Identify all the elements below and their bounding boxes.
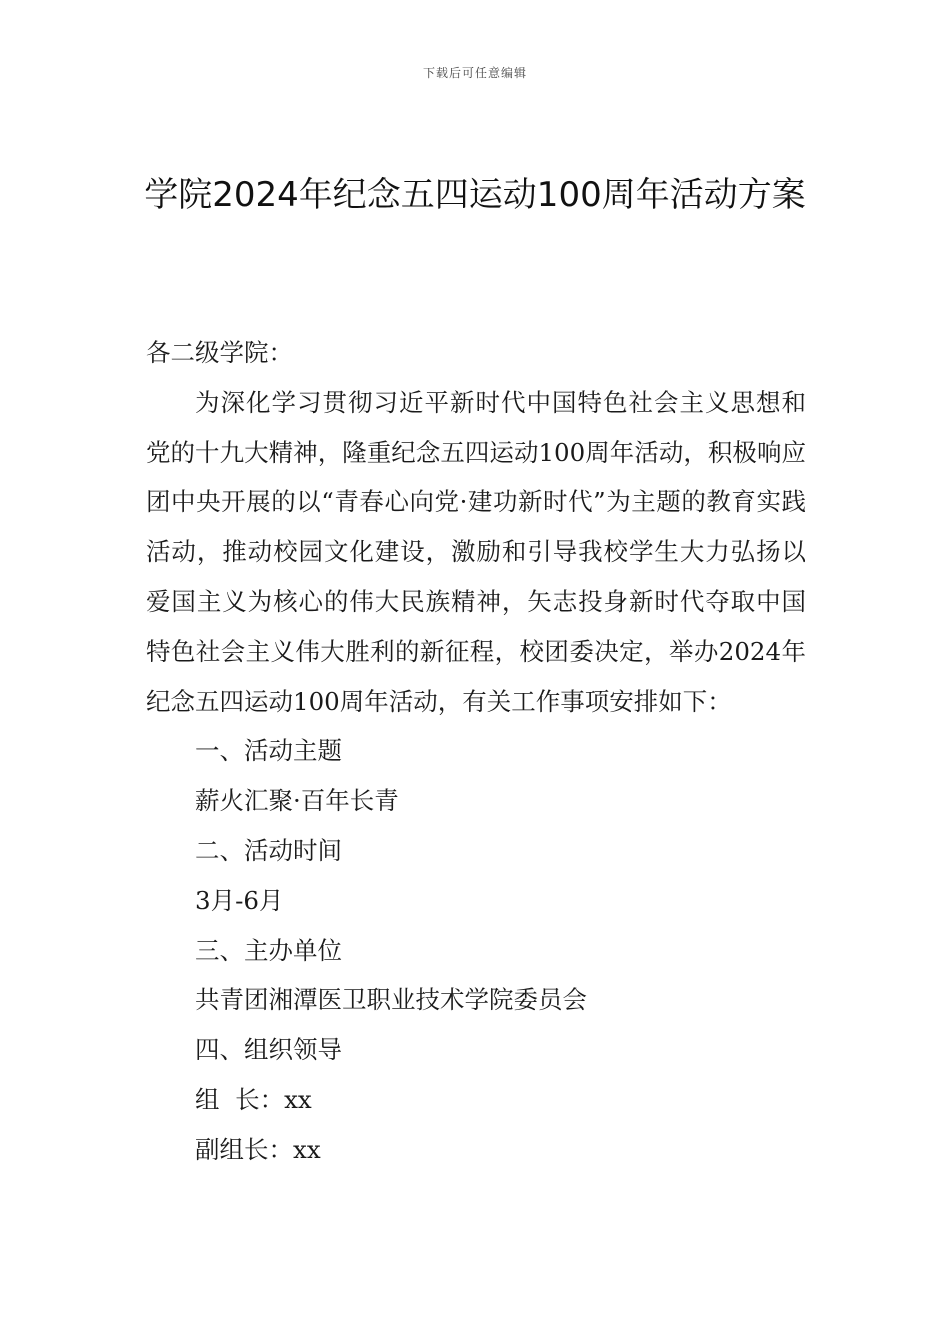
section-content-time: 3月-6月 bbox=[195, 885, 284, 915]
section-content-theme: 薪火汇聚·百年长青 bbox=[195, 786, 399, 816]
document-body bbox=[146, 328, 806, 1175]
section-content-organizer: 共青团湘潭医卫职业技术学院委员会 bbox=[195, 985, 587, 1015]
section-heading-organizer: 三、主办单位 bbox=[195, 935, 342, 965]
section-heading-time: 二、活动时间 bbox=[195, 835, 342, 865]
leadership-leader: 组 长：xx bbox=[195, 1084, 312, 1114]
salutation: 各二级学院： bbox=[146, 338, 293, 367]
leadership-deputy: 副组长：xx bbox=[195, 1134, 321, 1164]
section-heading-theme: 一、活动主题 bbox=[195, 736, 342, 766]
section-heading-leadership: 四、组织领导 bbox=[195, 1035, 342, 1065]
header-note: 下载后可任意编辑 bbox=[422, 66, 527, 80]
intro-paragraph: 为深化学习贯彻习近平新时代中国特色社会主义思想和党的十九大精神，隆重纪念五四运动100周年活动，积极响应团中央开展的以“青春心向党·建功新时代”为主题的教育实践活动，推动校园文化建设，激励和引导我校学生大力弘扬以爱国主义为核心的伟大民族精神，矢志投身新时代夺取中国特色社会主义伟大胜利的新征程，校团委决定，举办2024年纪念五四运动100周年活动，有关工作事项安排如下： bbox=[146, 387, 806, 716]
document-title: 学院2024年纪念五四运动100周年活动方案 bbox=[144, 175, 806, 215]
